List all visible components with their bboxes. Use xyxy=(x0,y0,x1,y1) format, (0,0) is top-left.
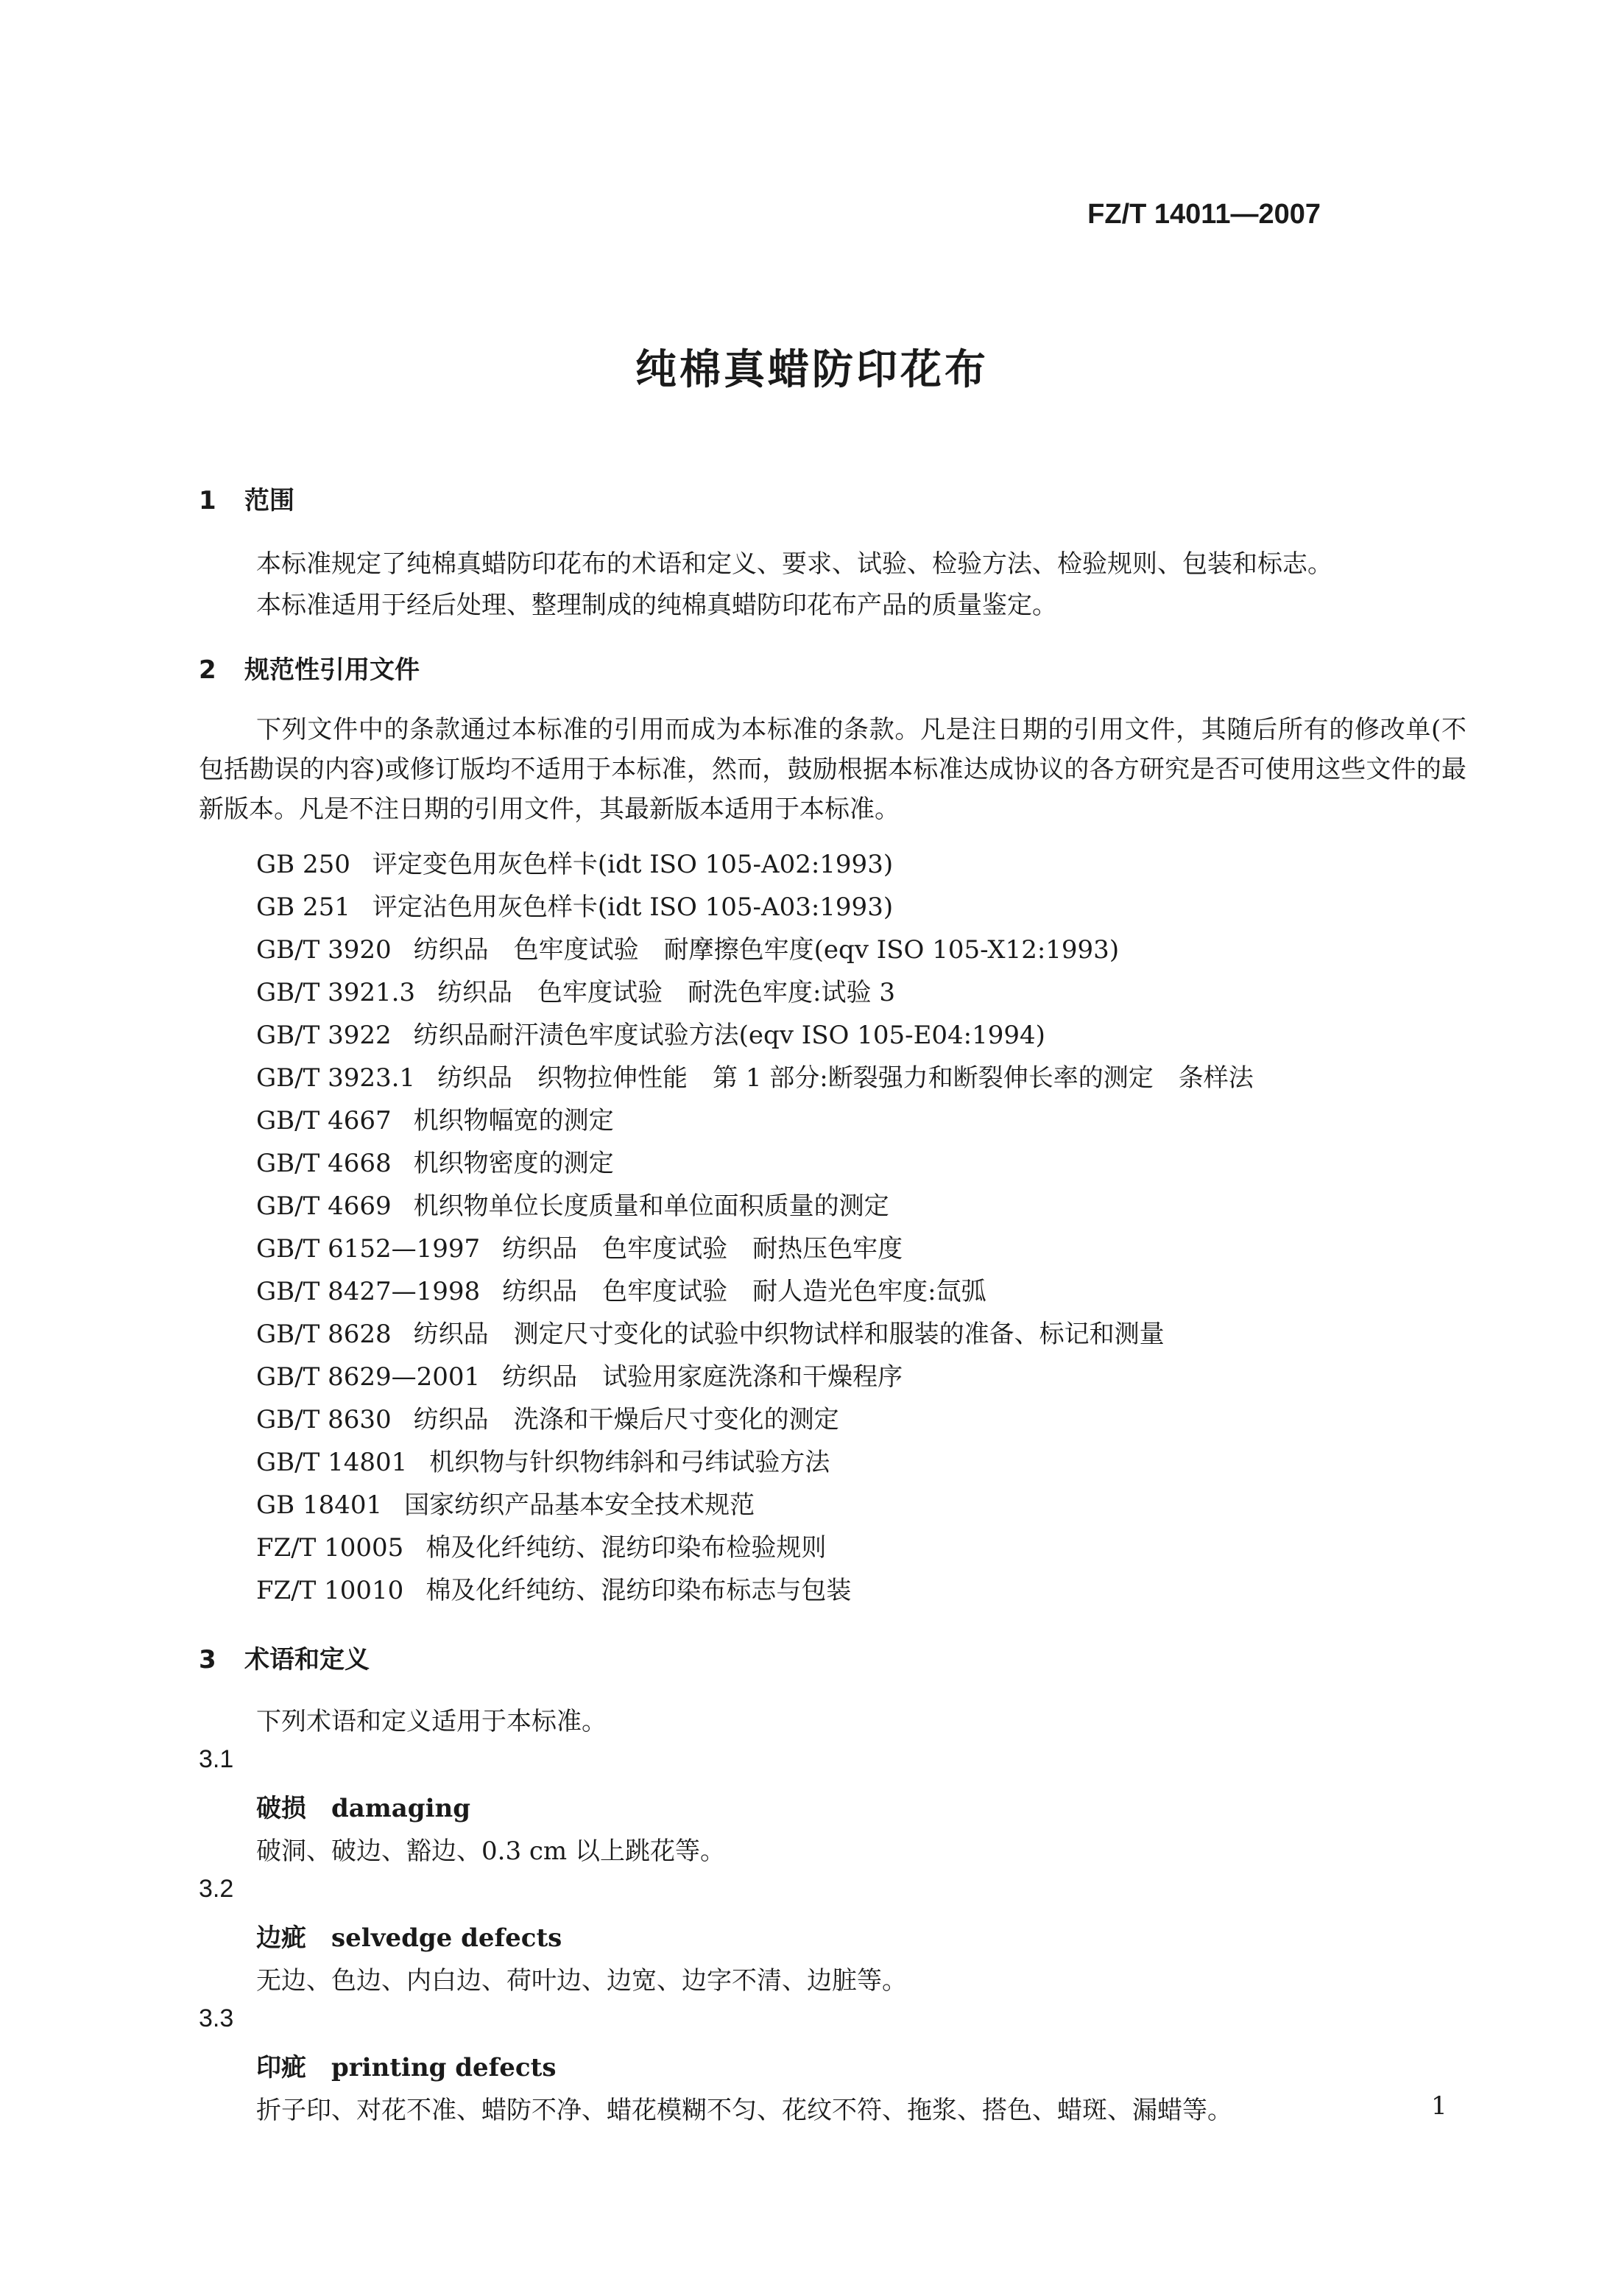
reference-code: GB/T 3922 xyxy=(256,1021,392,1050)
reference-code: GB/T 8630 xyxy=(256,1405,392,1434)
reference-title: 纺织品 色牢度试验 耐人造光色牢度:氙弧 xyxy=(502,1277,986,1306)
document-title: 纯棉真蜡防印花布 xyxy=(635,346,989,394)
section-1-paragraph: 本标准适用于经后处理、整理制成的纯棉真蜡防印花布产品的质量鉴定。 xyxy=(256,591,1057,620)
reference-item xyxy=(256,1100,614,1136)
reference-title: 机织物密度的测定 xyxy=(413,1149,614,1178)
term-en: printing defects xyxy=(331,2053,557,2082)
reference-code: GB/T 8427—1998 xyxy=(256,1277,481,1306)
reference-item xyxy=(256,972,895,1008)
term-heading xyxy=(256,1788,470,1824)
reference-code: GB/T 14801 xyxy=(256,1448,408,1477)
term-cn: 破损 xyxy=(256,1794,306,1823)
term-cn: 印疵 xyxy=(256,2053,306,2082)
reference-title: 纺织品 色牢度试验 耐热压色牢度 xyxy=(502,1234,903,1264)
reference-title: 评定变色用灰色样卡(idt ISO 105-A02:1993) xyxy=(372,850,894,879)
reference-title: 机织物幅宽的测定 xyxy=(413,1106,614,1135)
term-definition: 折子印、对花不准、蜡防不净、蜡花模糊不匀、花纹不符、拖浆、搭色、蜡斑、漏蜡等。 xyxy=(256,2096,1232,2125)
section-number: 1 xyxy=(199,486,216,515)
clause-number: 3.1 xyxy=(199,1745,234,1773)
reference-item xyxy=(256,1527,826,1563)
reference-item xyxy=(256,1442,830,1478)
reference-title: 棉及化纤纯纺、混纺印染布检验规则 xyxy=(426,1533,827,1563)
section-2-intro: 下列文件中的条款通过本标准的引用而成为本标准的条款。凡是注日期的引用文件，其随后所有的修改单(不包括勘误的内容)或修订版均不适用于本标准，然而，鼓励根据本标准达成协议的各方研究是否可使用这些文件的最新版本。凡是不注日期的引用文件，其最新版本适用于本标准。 xyxy=(199,715,1466,824)
reference-item xyxy=(256,1356,903,1392)
reference-item xyxy=(256,1570,851,1606)
reference-item xyxy=(256,887,893,923)
reference-title: 评定沾色用灰色样卡(idt ISO 105-A03:1993) xyxy=(372,892,894,922)
term-en: selvedge defects xyxy=(331,1923,562,1953)
reference-title: 纺织品耐汗渍色牢度试验方法(eqv ISO 105-E04:1994) xyxy=(413,1021,1045,1050)
term-heading xyxy=(256,2047,557,2083)
section-title: 范围 xyxy=(244,486,294,515)
term-definition: 破洞、破边、豁边、0.3 cm 以上跳花等。 xyxy=(256,1837,725,1866)
reference-item xyxy=(256,1057,1254,1094)
reference-title: 纺织品 色牢度试验 耐摩擦色牢度(eqv ISO 105-X12:1993) xyxy=(413,935,1120,965)
reference-title: 纺织品 色牢度试验 耐洗色牢度:试验 3 xyxy=(437,978,895,1007)
reference-title: 棉及化纤纯纺、混纺印染布标志与包装 xyxy=(426,1576,852,1605)
reference-item xyxy=(256,1015,1045,1051)
section-number: 3 xyxy=(199,1645,216,1675)
reference-item xyxy=(256,844,893,880)
reference-title: 纺织品 试验用家庭洗涤和干燥程序 xyxy=(502,1362,903,1392)
reference-code: GB/T 4669 xyxy=(256,1191,392,1221)
section-3-heading xyxy=(199,1639,370,1675)
reference-item xyxy=(256,1399,839,1435)
standard-code: FZ/T 14011—2007 xyxy=(1087,199,1321,230)
reference-item xyxy=(256,1485,755,1521)
reference-code: GB/T 8629—2001 xyxy=(256,1362,481,1392)
reference-item xyxy=(256,1143,614,1179)
section-title: 规范性引用文件 xyxy=(244,655,420,685)
section-title: 术语和定义 xyxy=(244,1645,370,1675)
term-cn: 边疵 xyxy=(256,1923,306,1953)
term-en: damaging xyxy=(331,1794,470,1823)
reference-title: 国家纺织产品基本安全技术规范 xyxy=(404,1490,755,1520)
reference-code: GB/T 3920 xyxy=(256,935,392,965)
reference-code: FZ/T 10010 xyxy=(256,1576,404,1605)
reference-code: GB/T 4667 xyxy=(256,1106,392,1135)
reference-title: 机织物与针织物纬斜和弓纬试验方法 xyxy=(429,1448,830,1477)
reference-code: GB/T 6152—1997 xyxy=(256,1234,481,1264)
page-number: 1 xyxy=(1431,2091,1447,2121)
reference-item xyxy=(256,1271,986,1307)
reference-item xyxy=(256,1314,1165,1350)
reference-code: GB/T 3923.1 xyxy=(256,1063,416,1093)
reference-code: GB/T 3921.3 xyxy=(256,978,416,1007)
section-1-paragraph: 本标准规定了纯棉真蜡防印花布的术语和定义、要求、试验、检验方法、检验规则、包装和标志。 xyxy=(256,549,1332,579)
reference-code: GB 250 xyxy=(256,850,350,879)
reference-code: GB 251 xyxy=(256,892,350,922)
section-3-intro: 下列术语和定义适用于本标准。 xyxy=(256,1707,607,1736)
clause-number: 3.2 xyxy=(199,1875,234,1903)
reference-item xyxy=(256,929,1119,965)
reference-item xyxy=(256,1228,903,1264)
section-number: 2 xyxy=(199,655,216,685)
term-definition: 无边、色边、内白边、荷叶边、边宽、边字不清、边脏等。 xyxy=(256,1966,907,1996)
reference-title: 纺织品 洗涤和干燥后尺寸变化的测定 xyxy=(413,1405,839,1434)
reference-code: GB/T 8628 xyxy=(256,1320,392,1349)
reference-code: GB/T 4668 xyxy=(256,1149,392,1178)
reference-code: FZ/T 10005 xyxy=(256,1533,404,1563)
reference-title: 纺织品 测定尺寸变化的试验中织物试样和服装的准备、标记和测量 xyxy=(413,1320,1165,1349)
reference-title: 机织物单位长度质量和单位面积质量的测定 xyxy=(413,1191,889,1221)
reference-code: GB 18401 xyxy=(256,1490,383,1520)
section-1-heading xyxy=(199,480,294,516)
reference-item xyxy=(256,1186,889,1222)
term-heading xyxy=(256,1918,562,1954)
clause-number: 3.3 xyxy=(199,2004,234,2032)
section-2-heading xyxy=(199,649,420,686)
reference-title: 纺织品 织物拉伸性能 第 1 部分:断裂强力和断裂伸长率的测定 条样法 xyxy=(437,1063,1254,1093)
